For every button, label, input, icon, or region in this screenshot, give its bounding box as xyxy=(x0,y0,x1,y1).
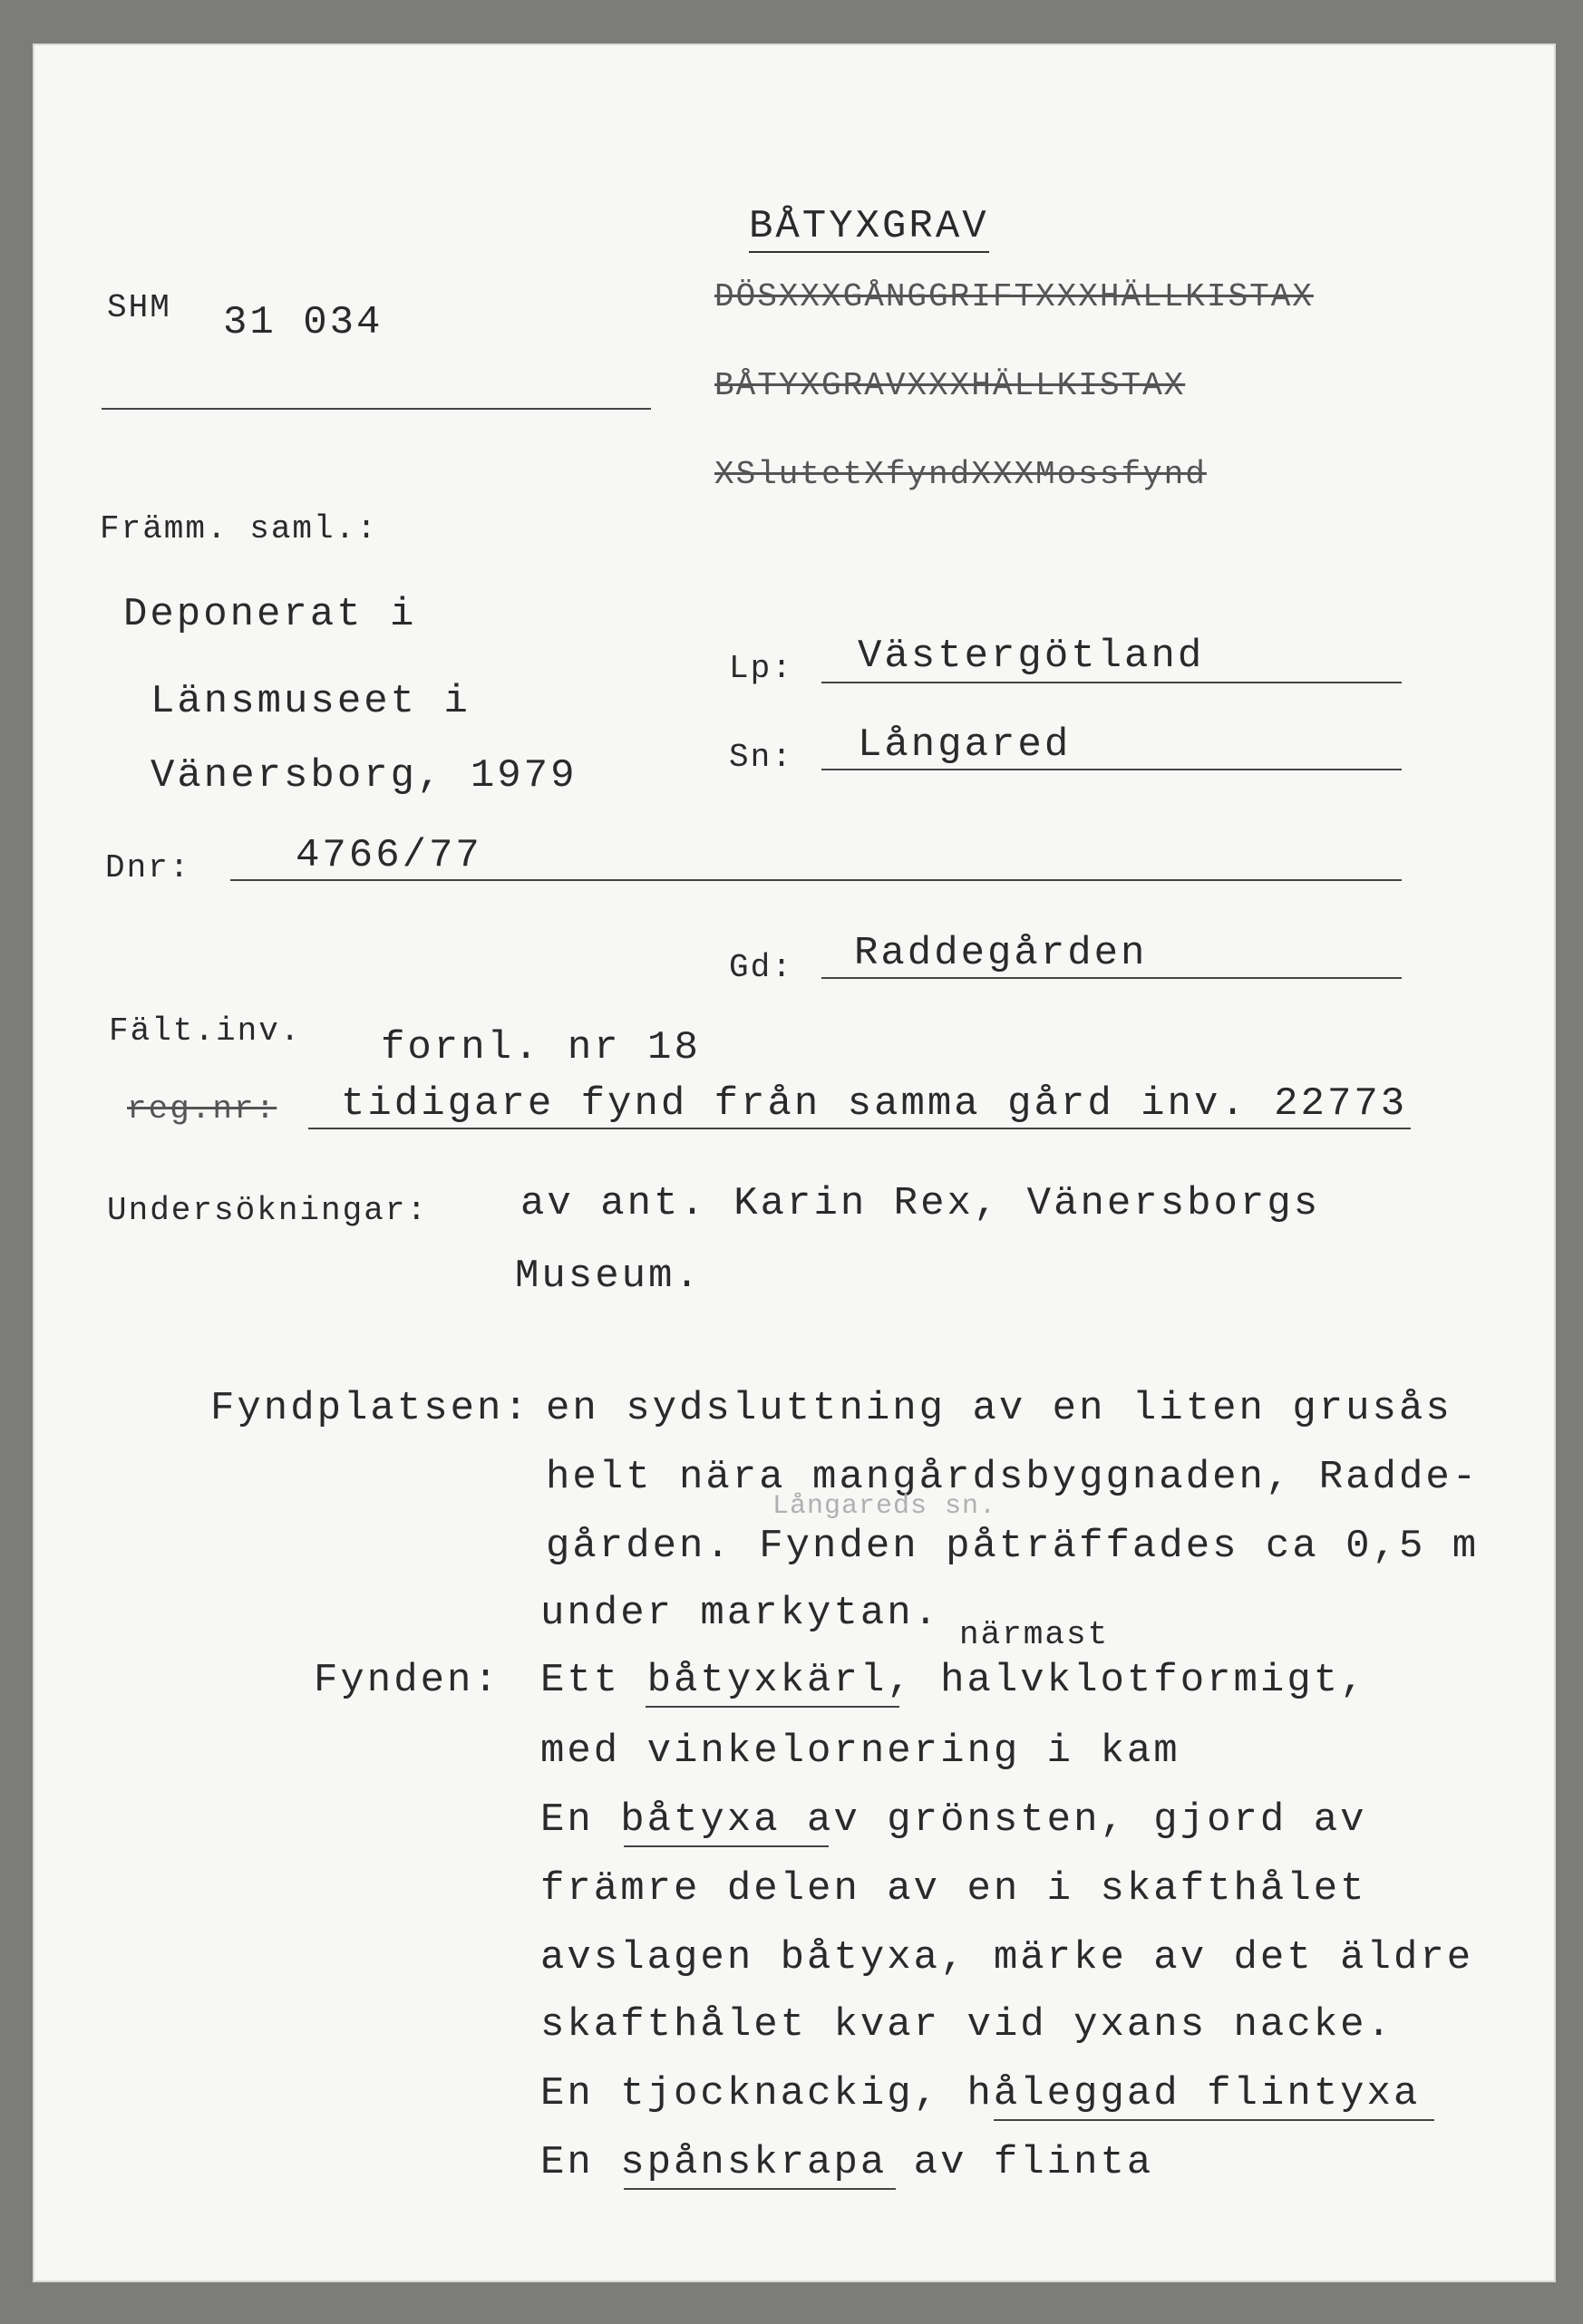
shm-label: SHM xyxy=(107,289,171,326)
dnr-underline xyxy=(230,879,1402,881)
lp-underline xyxy=(821,682,1402,683)
index-card xyxy=(33,44,1556,2282)
fyndplatsen-insert: närmast xyxy=(959,1616,1110,1653)
falt-value: fornl. nr 18 xyxy=(381,1025,701,1070)
type-line-1: DÖSXXXGÅNGGRIFTXXXHÄLLKISTAX xyxy=(714,278,1314,315)
reg-label: reg.nr: xyxy=(127,1090,277,1128)
fynden-line-7: En tjocknackig, håleggad flintyxa xyxy=(540,2071,1421,2116)
dnr-label: Dnr: xyxy=(105,849,191,886)
falt-label: Fält.inv. xyxy=(109,1012,302,1050)
undersok-line-2: Museum. xyxy=(515,1254,702,1299)
deposit-line-2: Länsmuseet i xyxy=(151,679,471,724)
underline-spanskrapa xyxy=(624,2188,896,2190)
fynden-line-6: skafthålet kvar vid yxans nacke. xyxy=(540,2002,1394,2048)
type-line-3: XSlutetXfyndXXXMossfynd xyxy=(714,456,1207,493)
deposit-line-3: Vänersborg, 1979 xyxy=(151,753,578,799)
reg-value: tidigare fynd från samma gård inv. 22773 xyxy=(341,1081,1408,1127)
sn-value: Långared xyxy=(858,722,1072,768)
gd-value: Raddegården xyxy=(854,931,1148,976)
sn-underline xyxy=(821,769,1402,770)
lp-label: Lp: xyxy=(729,650,793,687)
fynden-label: Fynden: xyxy=(314,1658,500,1703)
deposit-line-1: Deponerat i xyxy=(123,592,417,637)
underline-batyxa xyxy=(624,1845,829,1847)
fynden-line-2: med vinkelornering i kam xyxy=(540,1728,1180,1774)
reg-underline xyxy=(308,1128,1411,1129)
fyndplatsen-line-2: helt nära mangårdsbyggnaden, Radde- xyxy=(546,1455,1480,1500)
sn-label: Sn: xyxy=(729,739,793,776)
type-line-2: BÅTYXGRAVXXXHÄLLKISTAX xyxy=(714,367,1186,404)
fynden-line-4: främre delen av en i skafthålet xyxy=(540,1866,1367,1912)
undersok-label: Undersökningar: xyxy=(107,1192,429,1229)
framm-label: Främm. saml.: xyxy=(100,510,378,547)
fyndplatsen-line-1: en sydsluttning av en liten grusås xyxy=(546,1386,1452,1431)
underline-batyxkarl xyxy=(646,1706,899,1708)
shm-number: 31 034 xyxy=(223,300,384,345)
fynden-line-5: avslagen båtyxa, märke av det äldre xyxy=(540,1935,1474,1980)
lp-value: Västergötland xyxy=(858,634,1205,679)
dnr-value: 4766/77 xyxy=(296,833,482,878)
shm-divider xyxy=(102,408,651,410)
fynden-line-1: Ett båtyxkärl, halvklotformigt, xyxy=(540,1658,1367,1703)
fynden-line-8: En spånskrapa av flinta xyxy=(540,2140,1154,2185)
undersok-line-1: av ant. Karin Rex, Vänersborgs xyxy=(520,1181,1321,1226)
fyndplatsen-label: Fyndplatsen: xyxy=(210,1386,530,1431)
fyndplatsen-line-4: under markytan. xyxy=(540,1591,941,1636)
underline-flintyxa xyxy=(994,2119,1434,2121)
fyndplatsen-line-3: gården. Fynden påträffades ca 0,5 m xyxy=(546,1524,1480,1569)
gd-underline xyxy=(821,977,1402,979)
fyndplatsen-overlay: Långareds sn. xyxy=(772,1491,997,1522)
gd-label: Gd: xyxy=(729,949,793,986)
fynden-line-3: En båtyxa av grönsten, gjord av xyxy=(540,1797,1367,1843)
type-title: BÅTYXGRAV xyxy=(749,203,989,250)
